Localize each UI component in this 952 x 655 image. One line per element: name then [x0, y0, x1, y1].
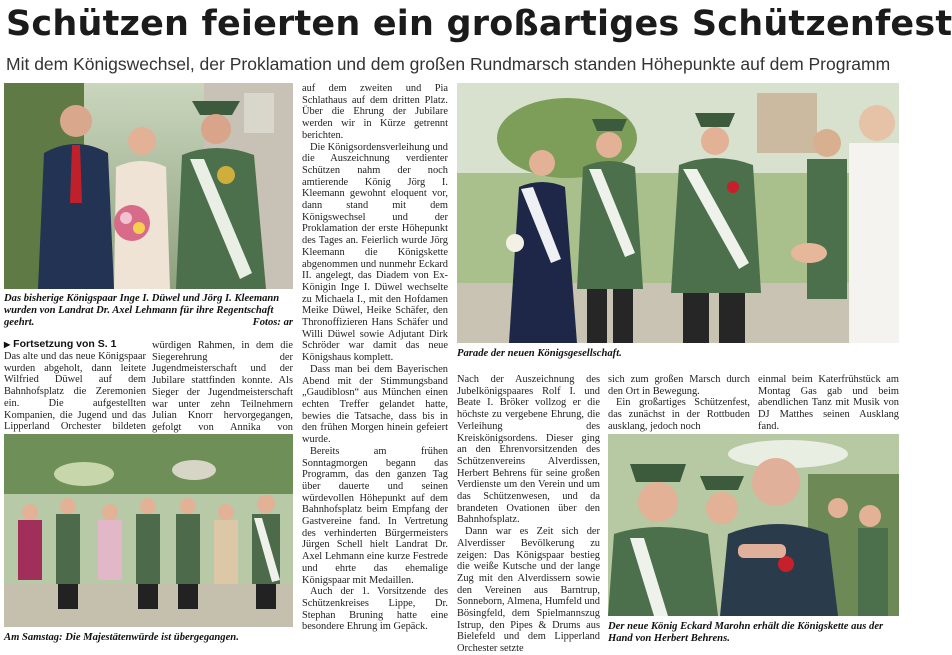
continuation-reference-text: Fortsetzung von S. 1	[13, 338, 117, 350]
article-column-6	[758, 374, 899, 433]
continuation-reference	[4, 338, 146, 351]
article-column-4	[457, 374, 600, 655]
article-paragraph: sich zum großen Marsch durch den Ort in Bewegung.	[608, 374, 750, 397]
article-paragraph: Die Königsordensverleihung und die Auszeichnung verdienter Schützen nahm der noch amtierende König Jörg I. Kleemann gewohnt eloquent vor, dann stand mit dem Königswechsel und der Proklamation der erste Höhepunkt des Tages an. Feierlich wurde Jörg Kleemann die Königskette abgenommen und nunmehr Eckard II. angelegt, das Diadem von Ex-Königin Inge I. Düwel wechselte zu Michaela I., mit den Hofdamen Meike Düwel, Heike Schäfer, den Thronoffizieren Hans Schäfer und Willi Düwel sowie Adjutant Dirk Schröder war damit das neue Königshaus komplett.	[302, 141, 448, 364]
photo-saturday-group	[4, 434, 293, 627]
article-paragraph: Dann war es Zeit sich der Alverdisser Bevölkerung zu zeigen: Das Königspaar bestieg die weiße Kutsche und der lange Zug mit den Alverdissern sowie den Vereinen aus Barntrup, Sonneborn, Almena, Humfeld und Bösingfeld, dem Spielmannszug Istrup, den Pipes & Drums aus Bielefeld und dem Lipperland Orchester setzte	[457, 526, 600, 655]
photo1-caption	[4, 293, 293, 329]
photo-former-royal-couple	[4, 83, 293, 289]
article-paragraph: Dass man bei dem Bayerischen Abend mit der Stimmungsband „Gaudiblosn“ aus München einen echten Treffer gelandet hatte, bewies die Tatsache, dass bis in den frühen Morgen hinein gefeiert wurde.	[302, 363, 448, 446]
triangle-marker-icon: ▶	[4, 340, 11, 349]
photo1-caption-text: Das bisherige Königspaar Inge I. Düwel und Jörg I. Kleemann wurden von Landrat Dr. Axel Lehmann für ihre Regentschaft geehrt.	[4, 293, 280, 328]
article-paragraph: auf dem zweiten und Pia Schlathaus auf dem dritten Platz. Über die Ehrung der Jubilare werden wir in Kürze getrennt berichten.	[302, 83, 448, 141]
photo3-caption: Am Samstag: Die Majestätenwürde ist übergegangen.	[4, 632, 239, 643]
photo-credit: Fotos: ar	[252, 317, 293, 328]
article-paragraph: würdigen Rahmen, in dem die Siegerehrung der Jugendmeisterschaft und der Jubilare stattfinden konnte. Als Sieger der Jugendmeisterschaft war unter zehn Teilnehmern Julian Knorr hervorgegangen, gefolgt von Annika von	[152, 340, 293, 433]
article-paragraph: Das alte und das neue Königspaar wurden abgeholt, dann leitete Wilfried Düwel auf dem Bahnhofsplatz die Zeremonien ein. Die aufgestellten Kompanien, die Jugend und das Lipperland Orchester bildeten	[4, 351, 146, 433]
article-column-5	[608, 374, 750, 433]
article-column-2	[152, 340, 293, 445]
article-paragraph: einmal beim Katerfrühstück am Montag Gas gab und beim abendlichen Tanz mit Musik von DJ Matthes seinen Ausklang fand.	[758, 374, 899, 432]
article-column-3	[302, 83, 448, 648]
article-paragraph: Nach der Auszeichnung des Jubelkönigspaares Rolf I. und Beate I. Bröker vollzog er die höchste zu vergebene Ehrung, die Verleihung des Kreiskönigsordens. Dieser ging an den Ehrenvorsitzenden des Schützenvereins Alverdissen, Herbert Behrens für seine großen Verdienste um den Verein und um das Schützenwesen, und da brandeten Ovationen über den Bahnhofsplatz.	[457, 374, 600, 526]
photo4-caption: Der neue König Eckard Marohn erhält die Königskette aus der Hand von Herbert Behrens.	[608, 621, 884, 644]
headline: Schützen feierten ein großartiges Schützenfest	[6, 4, 952, 44]
article-column-1	[4, 351, 146, 445]
article-paragraph: Auch der 1. Vorsitzende des Schützenkreises Lippe, Dr. Stephan Bruning hatte eine besondere Ehrung im Gepäck.	[302, 586, 448, 633]
subheadline: Mit dem Königswechsel, der Proklamation und dem großen Rundmarsch standen Höhepunkte auf dem Programm	[6, 54, 891, 74]
photo-king-chain-handover	[608, 434, 899, 616]
article-paragraph: Bereits am frühen Sonntagmorgen begann das Programm, das den ganzen Tag über dauerte und seinen würdevollen Höhepunkt auf dem Bahnhofsplatz beim Empfang der Gastvereine fand. In Vertretung des verhinderten Bürgermeisters Jürgen Schell hielt Landrat Dr. Axel Lehmann eine kurze Festrede und ehrte das ehemalige Königspaar mit Medaillen.	[302, 445, 448, 586]
photo-royal-parade	[457, 83, 899, 343]
article-paragraph: Ein großartiges Schützenfest, das zunächst in der Rottbuden ausklang, jedoch noch	[608, 397, 750, 432]
photo2-caption: Parade der neuen Königsgesellschaft.	[457, 348, 622, 359]
